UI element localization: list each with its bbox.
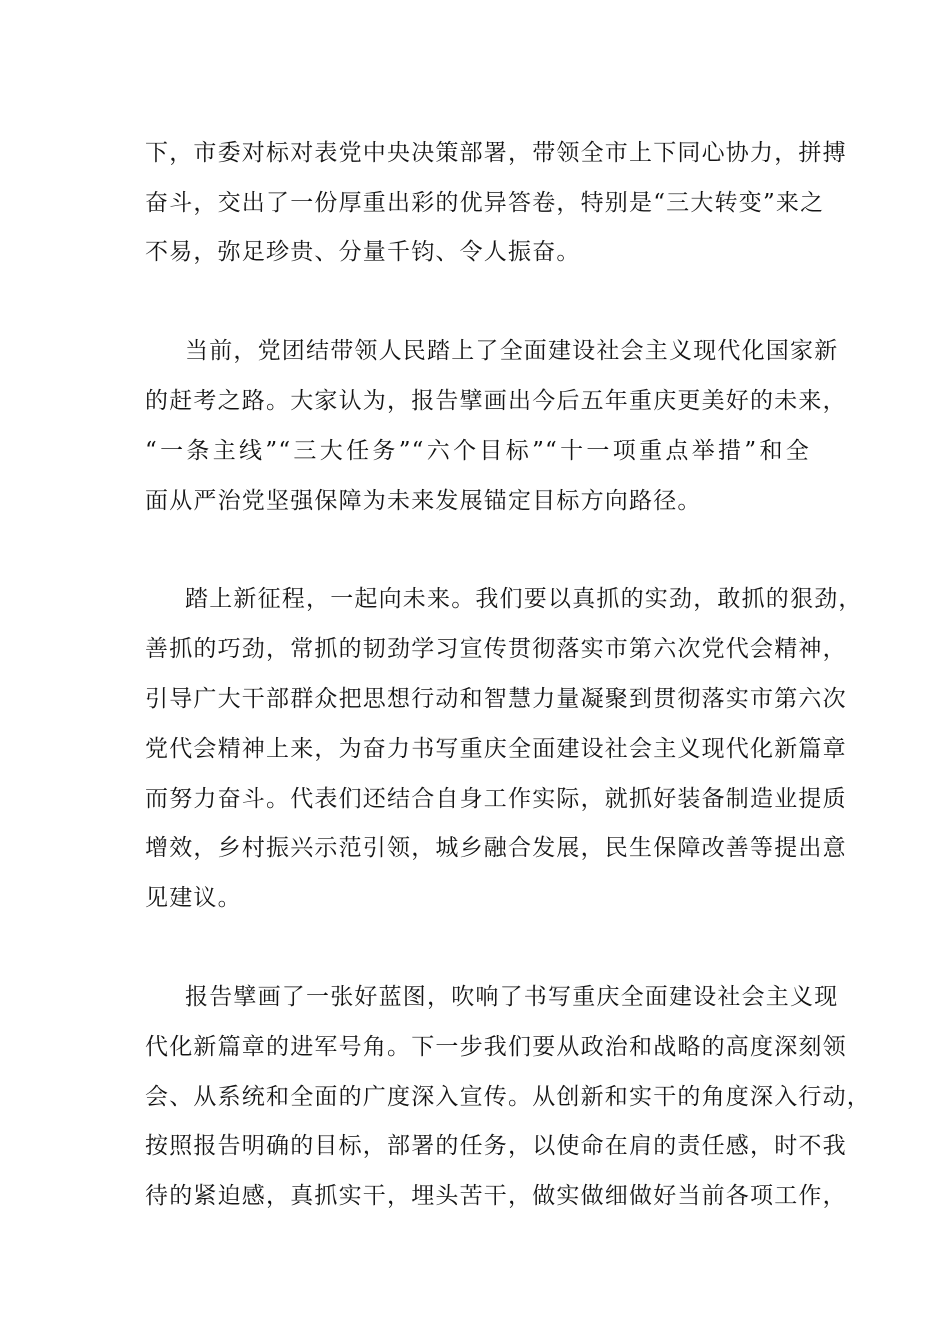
paragraph-3-line-5: 而努力奋斗。代表们还结合自身工作实际，就抓好装备制造业提质: [145, 786, 847, 812]
paragraph-4-line-3: 会、从系统和全面的广度深入宣传。从创新和实干的角度深入行动，: [145, 1084, 871, 1110]
paragraph-2-line-2: 的赶考之路。大家认为，报告擘画出今后五年重庆更美好的未来，: [145, 388, 847, 414]
paragraph-3-line-3: 引导广大干部群众把思想行动和智慧力量凝聚到贯彻落实市第六次: [145, 686, 847, 712]
paragraph-1-line-2: 奋斗，交出了一份厚重出彩的优异答卷，特别是“三大转变”来之: [145, 190, 825, 216]
paragraph-2-line-4: 面从严治党坚强保障为未来发展锚定目标方向路径。: [145, 488, 702, 514]
paragraph-4-line-2: 代化新篇章的进军号角。下一步我们要从政治和战略的高度深刻领: [145, 1034, 847, 1060]
paragraph-4-line-5: 待的紧迫感，真抓实干，埋头苦干，做实做细做好当前各项工作，: [145, 1183, 847, 1209]
paragraph-3-line-1: 踏上新征程，一起向未来。我们要以真抓的实劲，敢抓的狠劲，: [185, 586, 863, 612]
paragraph-2-line-1: 当前，党团结带领人民踏上了全面建设社会主义现代化国家新: [185, 338, 839, 364]
paragraph-3-line-6: 增效，乡村振兴示范引领，城乡融合发展，民生保障改善等提出意: [145, 835, 847, 861]
paragraph-4-line-4: 按照报告明确的目标，部署的任务，以使命在肩的责任感，时不我: [145, 1133, 847, 1159]
paragraph-3-line-4: 党代会精神上来，为奋力书写重庆全面建设社会主义现代化新篇章: [145, 736, 847, 762]
paragraph-1-line-1: 下，市委对标对表党中央决策部署，带领全市上下同心协力，拼搏: [145, 140, 847, 166]
paragraph-3-line-2: 善抓的巧劲，常抓的韧劲学习宣传贯彻落实市第六次党代会精神，: [145, 636, 847, 662]
paragraph-4-line-1: 报告擘画了一张好蓝图，吹响了书写重庆全面建设社会主义现: [185, 984, 839, 1010]
paragraph-3-line-7: 见建议。: [145, 885, 242, 911]
paragraph-2-line-3: “一条主线”“三大任务”“六个目标”“十一项重点举措”和全: [145, 438, 810, 464]
paragraph-1-line-3: 不易，弥足珍贵、分量千钧、令人振奋。: [145, 239, 581, 265]
